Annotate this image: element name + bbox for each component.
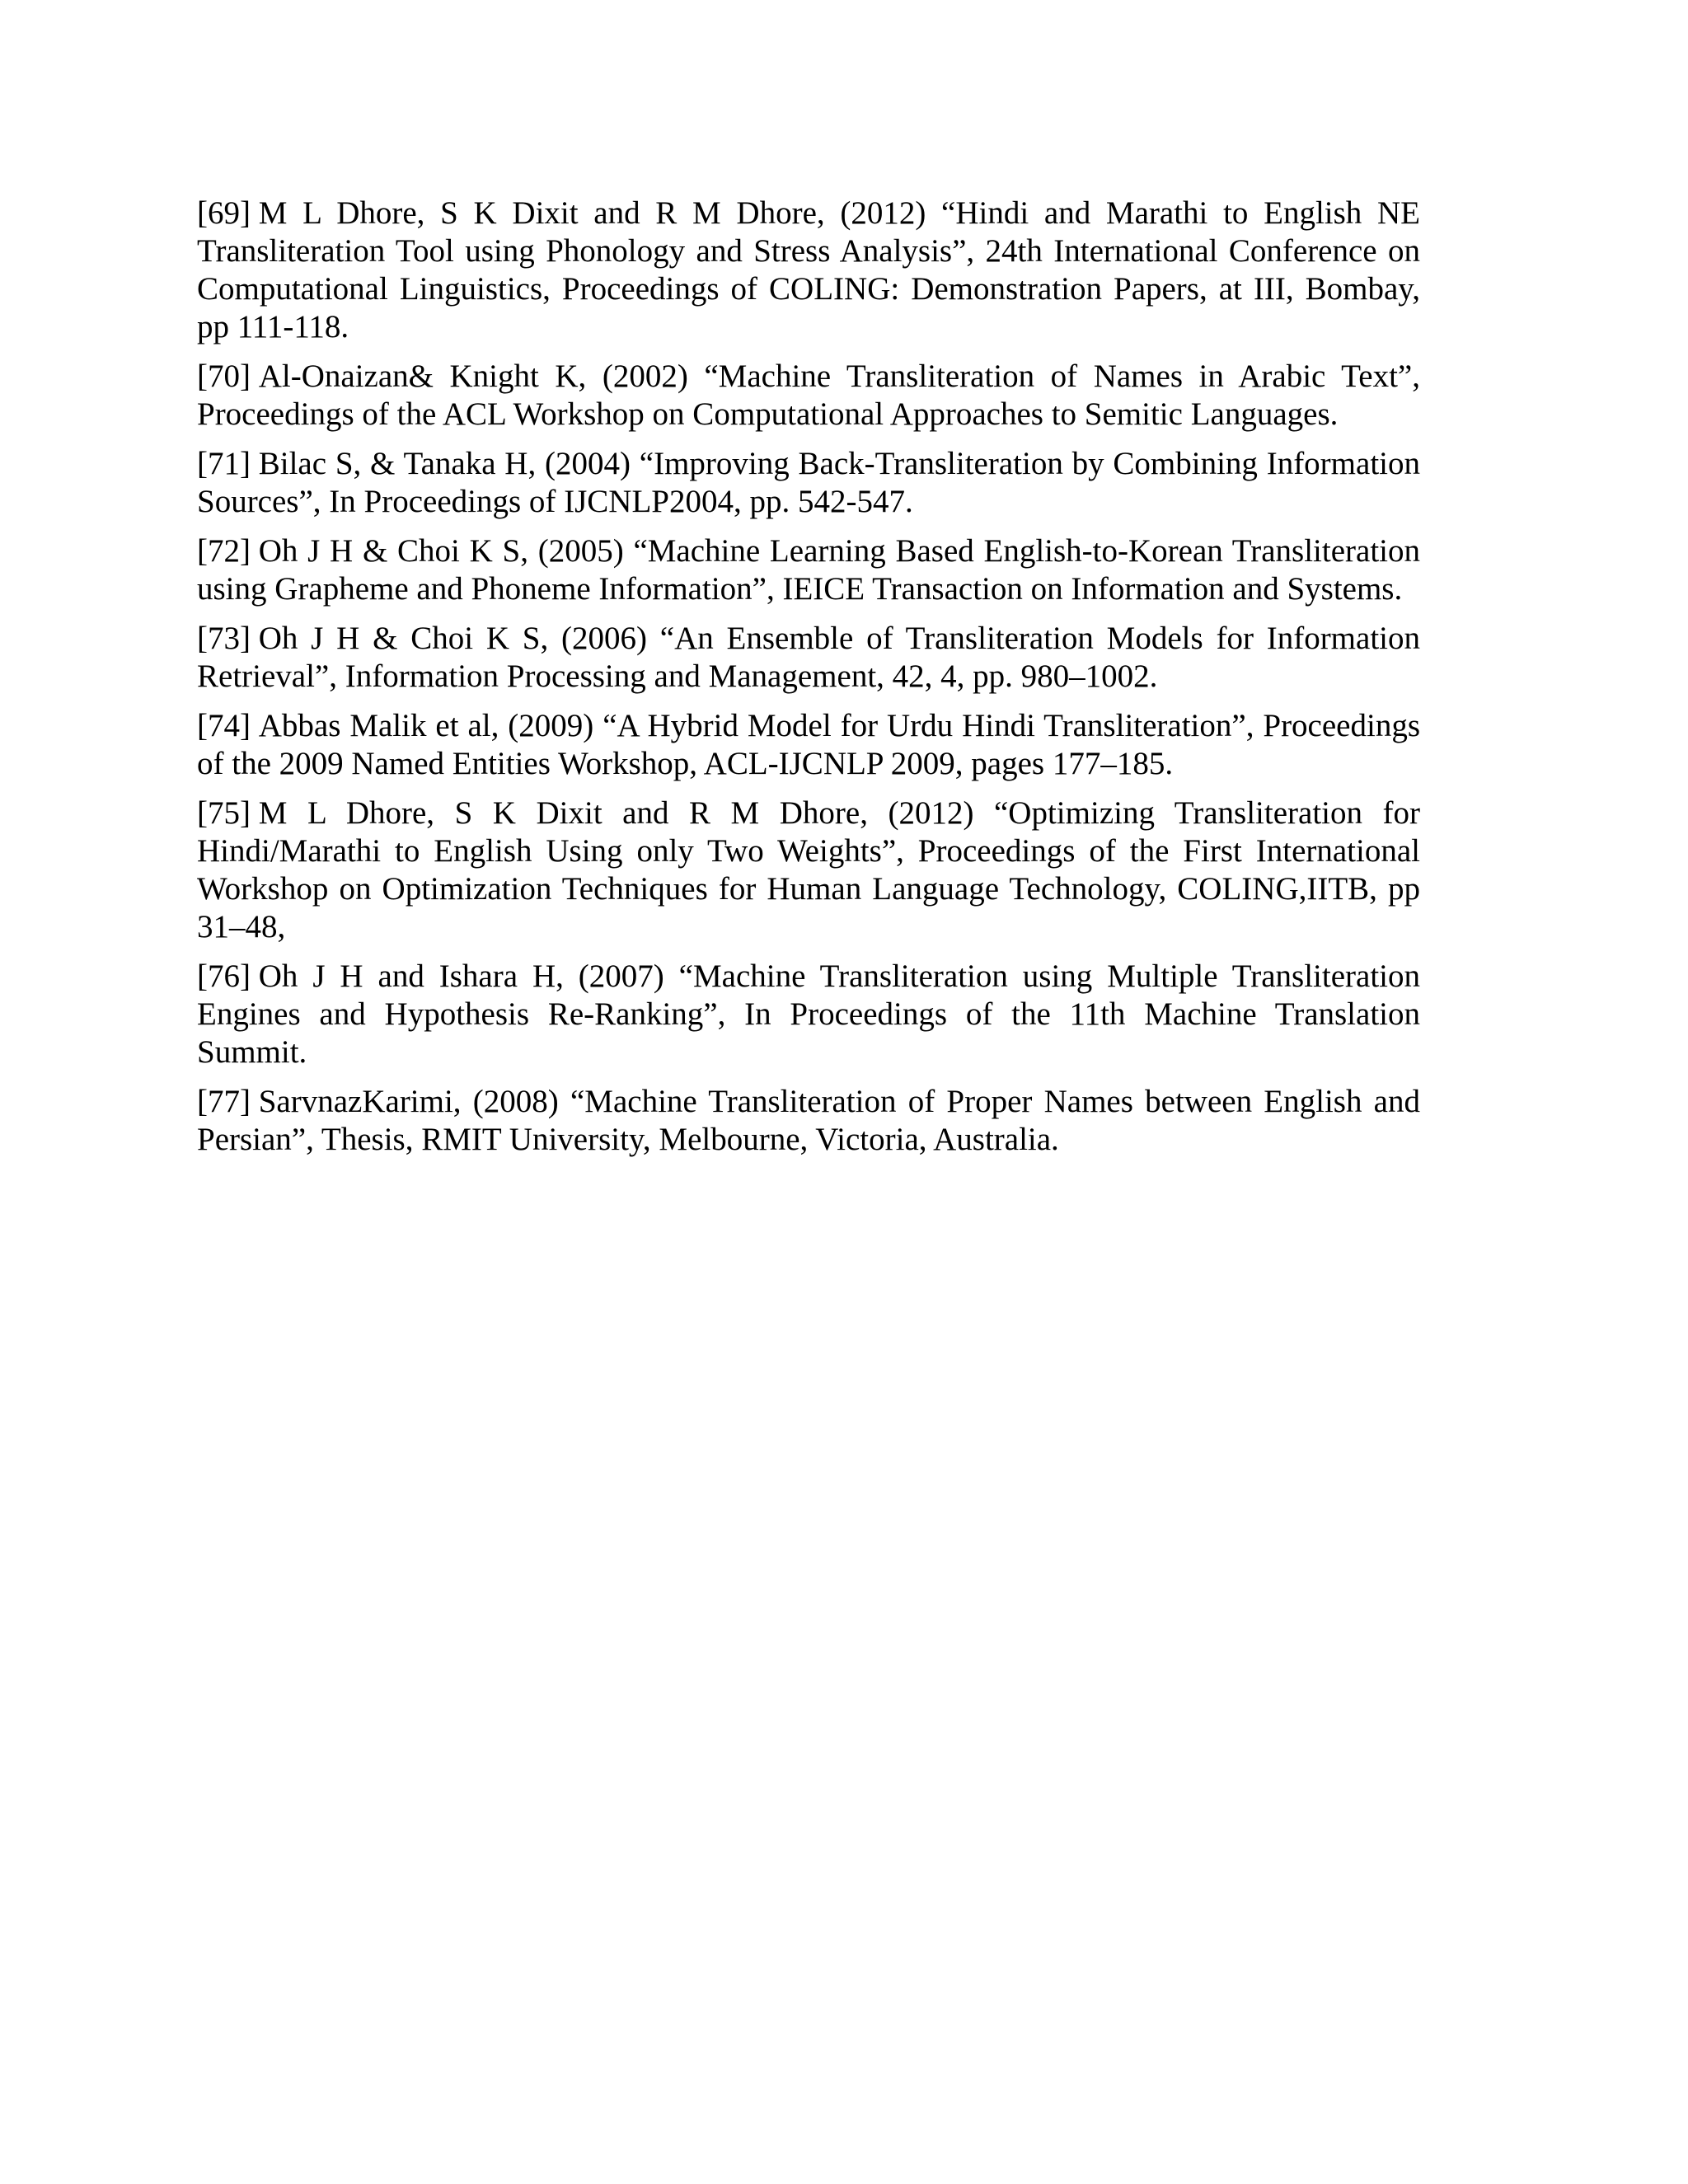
- reference-number: [69]: [197, 195, 251, 231]
- reference-number: [71]: [197, 446, 251, 481]
- reference-text: Oh J H & Choi K S, (2005) “Machine Learning Based English-to-Korean Transliteration using Grapheme and Phoneme Information”, IEICE Transaction on Information and Systems.: [197, 533, 1420, 607]
- reference-number: [77]: [197, 1084, 251, 1119]
- reference-number: [75]: [197, 795, 251, 831]
- reference-text: Oh J H & Choi K S, (2006) “An Ensemble of Transliteration Models for Information Retrieval”, Information Processing and Management, 42, 4, pp. 980–1002.: [197, 621, 1420, 694]
- reference-69: [197, 194, 1420, 346]
- reference-number: [73]: [197, 621, 251, 656]
- reference-71: [197, 445, 1420, 521]
- reference-74: [197, 707, 1420, 783]
- reference-text: Bilac S, & Tanaka H, (2004) “Improving Back-Transliteration by Combining Information Sources”, In Proceedings of IJCNLP2004, pp. 542-547.: [197, 446, 1420, 519]
- reference-73: [197, 620, 1420, 696]
- reference-text: SarvnazKarimi, (2008) “Machine Transliteration of Proper Names between English and Persian”, Thesis, RMIT University, Melbourne, Victoria, Australia.: [197, 1084, 1420, 1157]
- reference-number: [70]: [197, 359, 251, 394]
- reference-text: M L Dhore, S K Dixit and R M Dhore, (2012) “Optimizing Transliteration for Hindi/Marathi to English Using only Two Weights”, Proceedings of the First International Workshop on Optimization Techniques for Human Language Technology, COLING,IITB, pp 31–48,: [197, 795, 1420, 944]
- reference-75: [197, 794, 1420, 946]
- reference-number: [72]: [197, 533, 251, 569]
- reference-77: [197, 1083, 1420, 1159]
- reference-text: Abbas Malik et al, (2009) “A Hybrid Model for Urdu Hindi Transliteration”, Proceedings of the 2009 Named Entities Workshop, ACL-IJCNLP 2009, pages 177–185.: [197, 708, 1420, 781]
- reference-text: M L Dhore, S K Dixit and R M Dhore, (2012) “Hindi and Marathi to English NE Transliteration Tool using Phonology and Stress Analysis”, 24th International Conference on Computational Linguistics, Proceedings of COLING: Demonstration Papers, at III, Bombay, pp 111-118.: [197, 195, 1420, 344]
- reference-list: [197, 194, 1420, 1170]
- reference-number: [76]: [197, 958, 251, 994]
- reference-text: Oh J H and Ishara H, (2007) “Machine Transliteration using Multiple Transliteration Engines and Hypothesis Re-Ranking”, In Proceedings of the 11th Machine Translation Summit.: [197, 958, 1420, 1070]
- reference-text: Al-Onaizan& Knight K, (2002) “Machine Transliteration of Names in Arabic Text”, Proceedings of the ACL Workshop on Computational Approaches to Semitic Languages.: [197, 359, 1420, 432]
- reference-70: [197, 358, 1420, 434]
- reference-76: [197, 958, 1420, 1071]
- reference-72: [197, 532, 1420, 608]
- reference-number: [74]: [197, 708, 251, 743]
